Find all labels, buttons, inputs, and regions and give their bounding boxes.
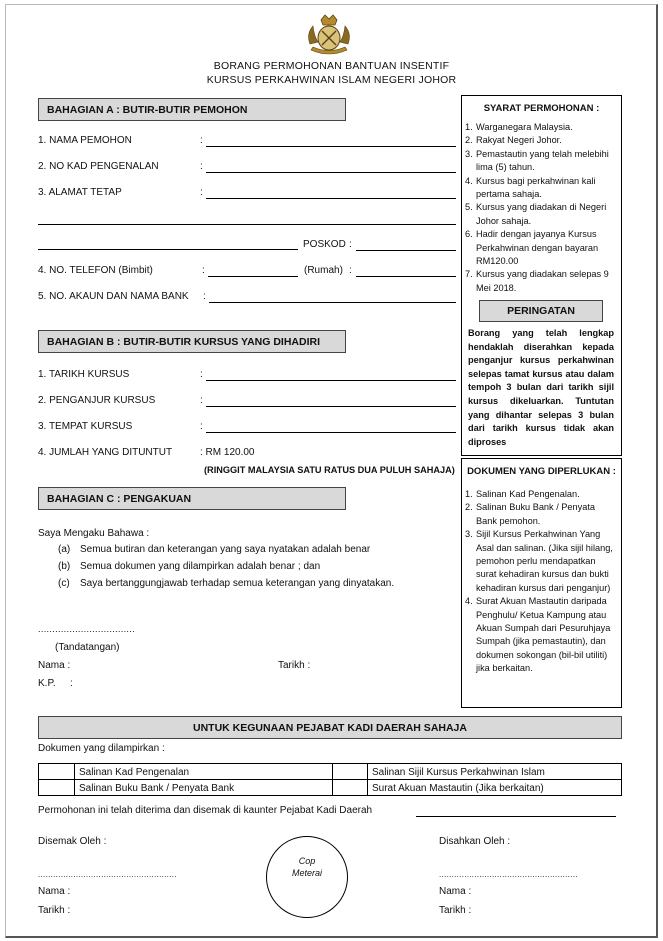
pengakuan-b-label: (b) xyxy=(58,561,71,572)
section-c-heading: BAHAGIAN C : PENGAKUAN xyxy=(38,487,346,510)
pengakuan-intro: Saya Mengaku Bahawa : xyxy=(38,528,150,539)
tempat-label: 3. TEMPAT KURSUS xyxy=(38,421,133,432)
syarat-item-text: Kursus yang diadakan di Negeri Johor sahaja. xyxy=(476,202,607,226)
form-title-line1: BORANG PERMOHONAN BANTUAN INSENTIF xyxy=(213,60,450,72)
dokumen-item xyxy=(465,501,617,528)
syarat-item-text: Rakyat Negeri Johor. xyxy=(476,135,562,146)
form-title-line2: KURSUS PERKAHWINAN ISLAM NEGERI JOHOR xyxy=(206,74,457,86)
diterima-text: Permohonan ini telah diterima dan disemak di kaunter Pejabat Kadi Daerah xyxy=(38,805,373,816)
penganjur-field[interactable] xyxy=(206,406,456,407)
dokumen-item-text: Sijil Kursus Perkahwinan Yang Asal dan salinan. (Jika sijil hilang, pemohon perlu mendapatkan surat kehadiran kursus dan bukti kehadiran kursus dari penganjur) xyxy=(476,529,613,593)
syarat-item xyxy=(465,134,617,147)
cop-meterai-stamp xyxy=(266,836,348,918)
syarat-item-text: Kursus yang diadakan selepas 9 Mei 2018. xyxy=(476,269,609,293)
syarat-item-text: Pemastautin yang telah melebihi lima (5) tahun. xyxy=(476,148,609,173)
dokumen-item-number: 1. xyxy=(465,489,473,499)
colon: : xyxy=(200,421,203,432)
dokumen-item-text: Salinan Kad Pengenalan. xyxy=(476,489,580,499)
office-use-heading: UNTUK KEGUNAAN PEJABAT KADI DAERAH SAHAJA xyxy=(38,716,622,739)
penganjur-label: 2. PENGANJUR KURSUS xyxy=(38,395,156,406)
table-row xyxy=(39,780,622,796)
alamat-field-line2[interactable] xyxy=(38,224,456,225)
disahkan-tarikh-label: Tarikh : xyxy=(439,905,472,916)
signature-line[interactable]: .................................. xyxy=(38,624,135,634)
docs-checklist-table xyxy=(38,763,622,796)
syarat-item-number: 2. xyxy=(465,135,473,146)
colon: : xyxy=(202,265,205,276)
colon: : xyxy=(200,161,203,172)
syarat-item xyxy=(465,121,617,134)
colon: : xyxy=(203,291,206,302)
jumlah-value: : RM 120.00 xyxy=(200,447,255,458)
alamat-label: 3. ALAMAT TETAP xyxy=(38,187,122,198)
syarat-item xyxy=(465,201,617,228)
alamat-field-line1[interactable] xyxy=(206,198,456,199)
syarat-item xyxy=(465,228,617,268)
dokumen-dilampirkan-label: Dokumen yang dilampirkan : xyxy=(38,743,165,754)
pengakuan-a-label: (a) xyxy=(58,544,71,555)
disemak-nama-label: Nama : xyxy=(38,886,71,897)
dokumen-item xyxy=(465,528,617,595)
dokumen-item-number: 2. xyxy=(465,502,473,513)
doc-akuan-mastautin: Surat Akuan Mastautin (Jika berkaitan) xyxy=(368,780,622,796)
nama-label: Nama : xyxy=(38,660,71,671)
colon: : xyxy=(349,265,352,276)
syarat-item-text: Warganegara Malaysia. xyxy=(476,122,573,132)
doc-sijil-kursus: Salinan Sijil Kursus Perkahwinan Islam xyxy=(368,764,622,780)
peringatan-heading: PERINGATAN xyxy=(479,300,603,322)
syarat-item-number: 3. xyxy=(465,148,473,159)
syarat-item-number: 1. xyxy=(465,122,473,132)
colon: : xyxy=(200,187,203,198)
dokumen-item xyxy=(465,595,617,675)
checkbox-akuan-mastautin[interactable] xyxy=(333,780,368,796)
kadi-daerah-field[interactable] xyxy=(416,816,616,817)
syarat-item-number: 6. xyxy=(465,229,473,240)
colon: : xyxy=(200,395,203,406)
pengakuan-a-text: Semua butiran dan keterangan yang saya nyatakan adalah benar xyxy=(80,544,371,555)
jumlah-label: 4. JUMLAH YANG DITUNTUT xyxy=(38,447,173,458)
syarat-item-text: Kursus bagi perkahwinan kali pertama sahaja. xyxy=(476,175,596,200)
disemak-label: Disemak Oleh : xyxy=(38,836,107,847)
dokumen-title: DOKUMEN YANG DIPERLUKAN : xyxy=(467,466,616,477)
table-row xyxy=(39,764,622,780)
tarikh-kursus-field[interactable] xyxy=(206,380,456,381)
section-b-heading: BAHAGIAN B : BUTIR-BUTIR KURSUS YANG DIHADIRI xyxy=(38,330,346,353)
syarat-list xyxy=(465,121,617,295)
no-kad-field[interactable] xyxy=(206,172,456,173)
dokumen-item-number: 4. xyxy=(465,596,473,607)
jumlah-words: (RINGGIT MALAYSIA SATU RATUS DUA PULUH SAHAJA) xyxy=(204,465,455,475)
alamat-field-line3[interactable] xyxy=(38,249,298,250)
akaun-field[interactable] xyxy=(209,302,456,303)
disahkan-nama-label: Nama : xyxy=(439,886,472,897)
syarat-item-text: Hadir dengan jayanya Kursus Perkahwinan dengan bayaran RM120.00 xyxy=(476,229,599,267)
disahkan-signature-line[interactable]: ....................................................... xyxy=(439,870,578,879)
checkbox-buku-bank[interactable] xyxy=(39,780,75,796)
colon: : xyxy=(200,369,203,380)
pengakuan-b-text: Semua dokumen yang dilampirkan adalah benar ; dan xyxy=(80,561,321,572)
poskod-field[interactable] xyxy=(356,250,456,251)
pengakuan-c-label: (c) xyxy=(58,578,70,589)
stamp-text-cop: Cop xyxy=(298,856,316,866)
nama-pemohon-label: 1. NAMA PEMOHON xyxy=(38,135,132,146)
dokumen-item xyxy=(465,488,617,501)
dokumen-list xyxy=(465,488,617,676)
kp-label: K.P. xyxy=(38,678,56,689)
checkbox-sijil-kursus[interactable] xyxy=(333,764,368,780)
section-a-heading: BAHAGIAN A : BUTIR-BUTIR PEMOHON xyxy=(38,98,346,121)
tarikh-label: Tarikh : xyxy=(278,660,311,671)
doc-buku-bank: Salinan Buku Bank / Penyata Bank xyxy=(75,780,333,796)
johor-crest-icon xyxy=(304,14,354,56)
tandatangan-label: (Tandatangan) xyxy=(55,642,120,653)
nama-pemohon-field[interactable] xyxy=(206,146,456,147)
kp-colon: : xyxy=(70,678,73,689)
pengakuan-c-text: Saya bertanggungjawab terhadap semua keterangan yang dinyatakan. xyxy=(80,578,395,589)
disahkan-label: Disahkan Oleh : xyxy=(439,836,511,847)
dokumen-item-text: Salinan Buku Bank / Penyata Bank pemohon. xyxy=(476,502,596,526)
telefon-bimbit-field[interactable] xyxy=(208,276,298,277)
stamp-text-meterai: Meterai xyxy=(291,868,322,878)
dokumen-item-text: Surat Akuan Mastautin daripada Penghulu/ Ketua Kampung atau Akuan Sumpah dari Pesuruhjaya Sumpah (jika pemastautin), dan dokumen sokongan (bil-bil utiliti) jika berkaitan. xyxy=(476,596,611,674)
peringatan-text: Borang yang telah lengkap hendaklah diserahkan kepada penganjur kursus perkahwinan selepas tamat kursus atau dalam tempoh 3 bulan dari tarikh sijil kursus dikeluarkan. Tuntutan yang dihantar selepas 3 bulan dari tarikh kursus tidak akan diproses xyxy=(468,328,614,447)
telefon-rumah-field[interactable] xyxy=(356,276,456,277)
doc-kad-pengenalan: Salinan Kad Pengenalan xyxy=(75,764,333,780)
disemak-tarikh-label: Tarikh : xyxy=(38,905,71,916)
syarat-item-number: 5. xyxy=(465,202,473,213)
syarat-item xyxy=(465,148,617,175)
syarat-title: SYARAT PERMOHONAN : xyxy=(483,103,600,114)
poskod-label: POSKOD xyxy=(303,239,346,250)
tempat-field[interactable] xyxy=(206,432,456,433)
disemak-signature-line[interactable]: ....................................................... xyxy=(38,870,177,879)
syarat-item xyxy=(465,175,617,202)
colon: : xyxy=(349,239,352,250)
syarat-item-number: 4. xyxy=(465,175,473,186)
checkbox-kad-pengenalan[interactable] xyxy=(39,764,75,780)
tarikh-kursus-label: 1. TARIKH KURSUS xyxy=(38,369,130,380)
akaun-label: 5. NO. AKAUN DAN NAMA BANK xyxy=(38,291,189,302)
no-kad-label: 2. NO KAD PENGENALAN xyxy=(38,161,159,172)
rumah-label: (Rumah) xyxy=(304,265,343,276)
telefon-label: 4. NO. TELEFON (Bimbit) xyxy=(38,265,153,276)
colon: : xyxy=(200,135,203,146)
syarat-item-number: 7. xyxy=(465,269,473,280)
dokumen-item-number: 3. xyxy=(465,529,473,540)
syarat-item xyxy=(465,268,617,295)
